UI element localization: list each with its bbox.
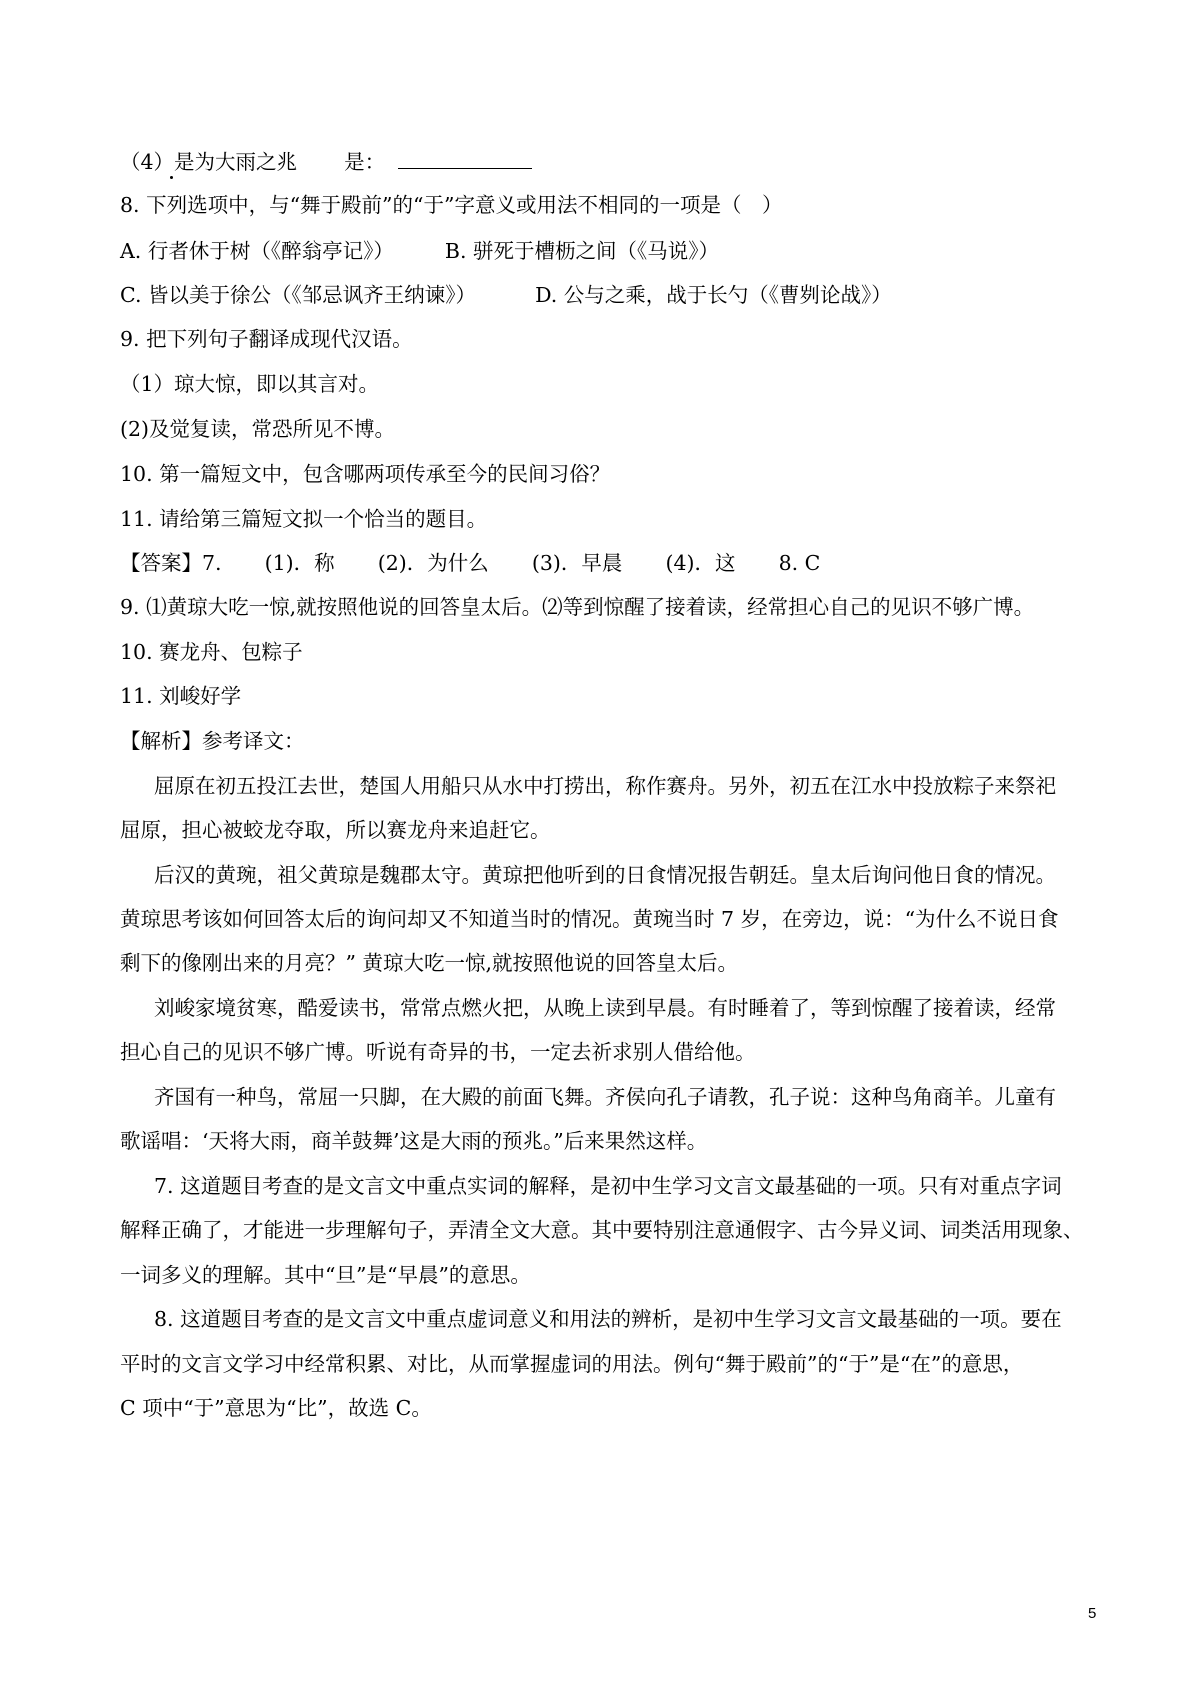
- analysis-p5-line-2: 解释正确了，才能进一步理解句子，弄清全文大意。其中要特别注意通假字、古今异义词、词类活用现象、: [120, 1218, 1084, 1242]
- analysis-p6-line-1: 8. 这道题目考查的是文言文中重点虚词意义和用法的辨析，是初中生学习文言文最基础的一项。要在: [154, 1307, 1062, 1331]
- answer-blank[interactable]: [398, 148, 532, 169]
- answer-9: 9. ⑴黄琼大吃一惊,就按照他说的回答皇太后。⑵等到惊醒了接着读，经常担心自己的见识不够广博。: [120, 595, 1035, 619]
- answer-7-3: (3)．早晨: [531, 551, 623, 575]
- answer-11: 11. 刘峻好学: [120, 684, 242, 708]
- q11-stem: 11. 请给第三篇短文拟一个恰当的题目。: [120, 507, 488, 531]
- analysis-p5-line-3: 一词多义的理解。其中“旦”是“早晨”的意思。: [120, 1263, 531, 1287]
- q8-stem: 8. 下列选项中，与“舞于殿前”的“于”字意义或用法不相同的一项是（ ）: [120, 193, 783, 217]
- q7-item-4-word: 是：: [344, 150, 386, 174]
- analysis-p1-line-2: 屈原，担心被蛟龙夺取，所以赛龙舟来追赶它。: [120, 818, 551, 842]
- q8-option-b: B. 骈死于槽枥之间（《马说》）: [444, 239, 720, 263]
- analysis-p6-line-2: 平时的文言文学习中经常积累、对比，从而掌握虚词的用法。例句“舞于殿前”的“于”是“在”的意思，: [120, 1352, 1024, 1376]
- answer-10: 10. 赛龙舟、包粽子: [120, 640, 303, 664]
- q8-option-c: C. 皆以美于徐公（《邹忌讽齐王纳谏》）: [120, 283, 476, 307]
- analysis-p4-line-1: 齐国有一种鸟，常屈一只脚，在大殿的前面飞舞。齐侯向孔子请教，孔子说：这种鸟角商羊。儿童有: [154, 1085, 1056, 1109]
- q9-stem: 9. 把下列句子翻译成现代汉语。: [120, 327, 413, 351]
- q8-options-row-1: [120, 238, 1080, 264]
- analysis-p3-line-1: 刘峻家境贫寒，酷爱读书，常常点燃火把，从晚上读到早晨。有时睡着了，等到惊醒了接着读，经常: [154, 996, 1056, 1020]
- page-number: 5: [1088, 1605, 1097, 1622]
- emphasis-dot: [170, 176, 173, 179]
- analysis-p2-line-2: 黄琼思考该如何回答太后的询问却又不知道当时的情况。黄琬当时 7 岁，在旁边，说：“为什么不说日食: [120, 907, 1059, 931]
- analysis-p2-line-3: 剩下的像刚出来的月亮？” 黄琼大吃一惊,就按照他说的回答皇太后。: [120, 951, 739, 975]
- analysis-p5-line-1: 7. 这道题目考查的是文言文中重点实词的解释，是初中生学习文言文最基础的一项。只有对重点字词: [154, 1174, 1062, 1198]
- answer-head: 【答案】7.: [120, 551, 222, 575]
- q8-option-a: A. 行者休于树（《醉翁亭记》）: [120, 239, 394, 263]
- answer-7-2: (2)．为什么: [377, 551, 489, 575]
- q10-stem: 10. 第一篇短文中，包含哪两项传承至今的民间习俗？: [120, 462, 611, 486]
- answer-7-1: (1)．称: [264, 551, 335, 575]
- q9-item-1: （1）琼大惊，即以其言对。: [120, 372, 380, 396]
- q7-item-4-text: （4）是为大雨之兆: [120, 150, 298, 174]
- analysis-head: 【解析】参考译文：: [120, 729, 305, 753]
- q8-options-row-2: [120, 282, 1080, 308]
- analysis-p6-line-3: C 项中“于”意思为“比”，故选 C。: [120, 1396, 432, 1420]
- analysis-p4-line-2: 歌谣唱：‘天将大雨，商羊鼓舞’这是大雨的预兆。”后来果然这样。: [120, 1129, 708, 1153]
- answer-7-4: (4)．这: [665, 551, 736, 575]
- q9-item-2: (2)及觉复读，常恐所见不博。: [120, 417, 396, 441]
- q8-option-d: D. 公与之乘，战于长勺（《曹刿论战》）: [535, 283, 892, 307]
- analysis-p1-line-1: 屈原在初五投江去世，楚国人用船只从水中打捞出，称作赛舟。另外，初五在江水中投放粽子来祭祀: [154, 774, 1056, 798]
- q7-item-4: [120, 148, 1080, 175]
- answer-row: [120, 550, 1080, 576]
- analysis-p3-line-2: 担心自己的见识不够广博。听说有奇异的书，一定去祈求别人借给他。: [120, 1040, 756, 1064]
- answer-8: 8. C: [778, 551, 821, 575]
- analysis-p2-line-1: 后汉的黄琬，祖父黄琼是魏郡太守。黄琼把他听到的日食情况报告朝廷。皇太后询问他日食的情况。: [154, 863, 1056, 887]
